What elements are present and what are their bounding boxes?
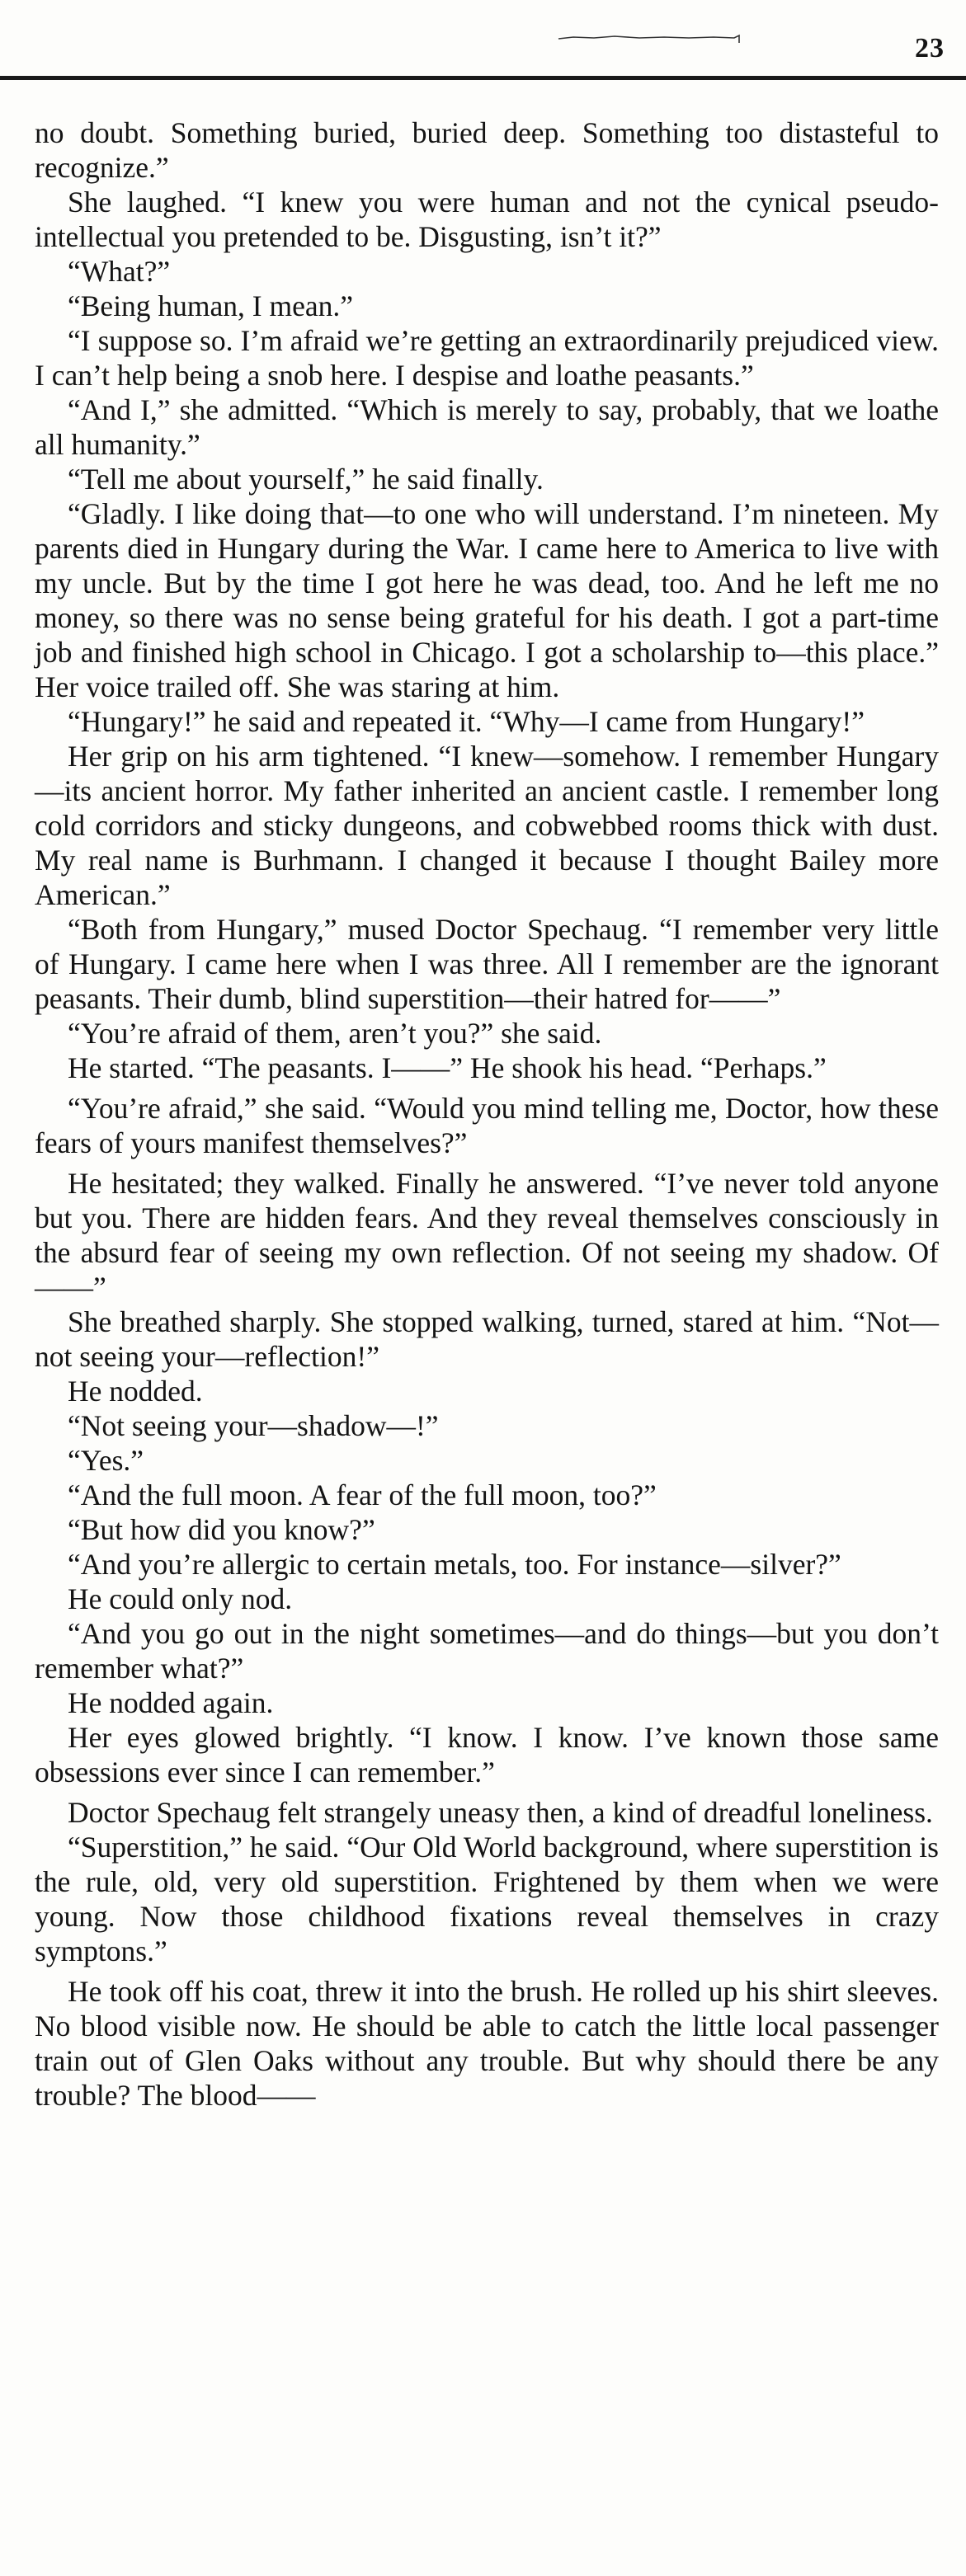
header-rule — [0, 76, 966, 80]
paragraph: “And you’re allergic to certain metals, too. For instance—silver?” — [68, 1548, 841, 1581]
paragraph: “I suppose so. I’m afraid we’re getting an extraordinarily prejudiced view. I can’t help being a snob here. I despise and loathe peasants.” — [35, 324, 939, 392]
paragraph: “You’re afraid of them, aren’t you?” she said. — [68, 1017, 602, 1050]
paragraph: “Hungary!” he said and repeated it. “Why—I came from Hungary!” — [68, 705, 865, 738]
paragraph: “You’re afraid,” she said. “Would you mind telling me, Doctor, how these fears of yours manifest themselves?” — [35, 1092, 939, 1159]
paragraph: “Tell me about yourself,” he said finally. — [68, 463, 544, 496]
paragraph: Her eyes glowed brightly. “I know. I know. I’ve known those same obsessions ever since I can remember.” — [35, 1721, 939, 1789]
paragraph: “And you go out in the night sometimes—and do things—but you don’t remember what?” — [35, 1617, 939, 1685]
header-ornament-icon — [557, 33, 742, 45]
paragraph: She breathed sharply. She stopped walking, turned, stared at him. “Not—not seeing your—reflection!” — [35, 1305, 939, 1373]
paragraph: Doctor Spechaug felt strangely uneasy then, a kind of dreadful loneliness. — [68, 1796, 933, 1829]
paragraph: no doubt. Something buried, buried deep. Something too distasteful to recognize.” — [35, 116, 939, 184]
paragraph: “What?” — [68, 255, 171, 288]
paragraph: “And I,” she admitted. “Which is merely to say, probably, that we loathe all humanity.” — [35, 393, 939, 461]
paragraph: “Being human, I mean.” — [68, 289, 354, 322]
paragraph: Her grip on his arm tightened. “I knew—somehow. I remember Hungary—its ancient horror. My father inherited an ancient castle. I remember long cold corridors and sticky dungeons, and cobwebbed rooms thick with dust. My real name is Burhmann. I changed it because I thought Bailey more American.” — [35, 740, 939, 911]
paragraph: He started. “The peasants. I——” He shook his head. “Perhaps.” — [68, 1051, 827, 1084]
paragraph: He could only nod. — [68, 1582, 293, 1615]
paragraph: “Superstition,” he said. “Our Old World background, where superstition is the rule, old, very old superstition. Frightened by them when we were young. Now those childhood fixations reveal themselves in crazy symptons.” — [35, 1831, 939, 1967]
paragraph: He nodded. — [68, 1375, 203, 1408]
paragraph: “Both from Hungary,” mused Doctor Spechaug. “I remember very little of Hungary. I came here when I was three. All I remember are the ignorant peasants. Their dumb, blind superstition—their hatred for——” — [35, 913, 939, 1015]
paragraph: He hesitated; they walked. Finally he answered. “I’ve never told anyone but you. There are hidden fears. And they reveal themselves consciously in the absurd fear of seeing my own reflection. Of not seeing my shadow. Of——” — [35, 1167, 939, 1304]
paragraph: “Not seeing your—shadow—!” — [68, 1409, 439, 1442]
paragraph: She laughed. “I knew you were human and not the cynical pseudo-intellectual you pretended to be. Disgusting, isn’t it?” — [35, 186, 939, 253]
page-number: 23 — [915, 33, 945, 63]
paragraph: “Yes.” — [68, 1444, 144, 1477]
paragraph: He took off his coat, threw it into the brush. He rolled up his shirt sleeves. No blood visible now. He should be able to catch the little local passenger train out of Glen Oaks without any trouble. But why should there be any trouble? The blood—— — [35, 1975, 939, 2112]
paragraph: He nodded again. — [68, 1686, 274, 1719]
paragraph: “But how did you know?” — [68, 1513, 375, 1546]
paragraph: “And the full moon. A fear of the full moon, too?” — [68, 1478, 657, 1511]
paragraph: “Gladly. I like doing that—to one who will understand. I’m nineteen. My parents died in Hungary during the War. I came here to America to live with my uncle. But by the time I got here he was dead, too. And he left me no money, so there was no sense being grateful for his death. I got a part-time job and finished high school in Chicago. I got a scholarship to—this place.” Her voice trailed off. She was staring at him. — [35, 497, 939, 703]
body-text — [35, 115, 939, 2113]
